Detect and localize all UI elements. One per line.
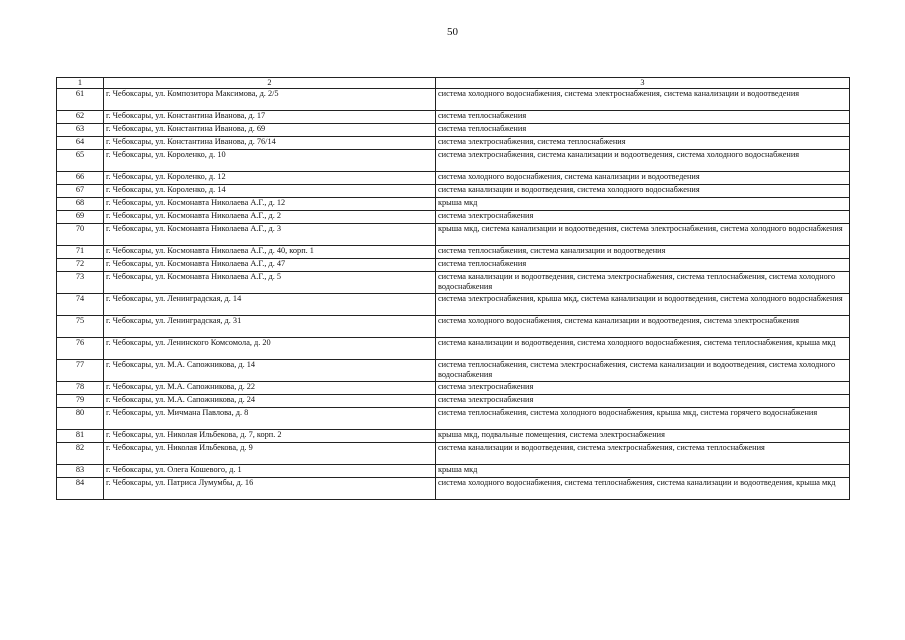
systems-cell: крыша мкд, система канализации и водоотведения, система электроснабжения, система холодного водоснабжения [436, 224, 850, 246]
column-header-number: 1 [57, 78, 104, 89]
row-number-cell: 72 [57, 259, 104, 272]
systems-cell: система холодного водоснабжения, система теплоснабжения, система канализации и водоотведения, крыша мкд [436, 478, 850, 500]
row-number-cell: 61 [57, 89, 104, 111]
systems-cell: система электроснабжения [436, 211, 850, 224]
systems-cell: крыша мкд [436, 465, 850, 478]
address-cell: г. Чебоксары, ул. Николая Ильбекова, д. 7, корп. 2 [104, 430, 436, 443]
row-number-cell: 79 [57, 395, 104, 408]
table-row [57, 124, 850, 137]
table-row [57, 408, 850, 430]
systems-cell: система теплоснабжения, система холодного водоснабжения, крыша мкд, система горячего водоснабжения [436, 408, 850, 430]
row-number-cell: 82 [57, 443, 104, 465]
systems-cell: система электроснабжения, система канализации и водоотведения, система холодного водоснабжения [436, 150, 850, 172]
systems-cell: система холодного водоснабжения, система канализации и водоотведения [436, 172, 850, 185]
registry-table [56, 77, 850, 500]
systems-cell: система канализации и водоотведения, система холодного водоснабжения, система теплоснабжения, крыша мкд [436, 338, 850, 360]
row-number-cell: 77 [57, 360, 104, 382]
address-cell: г. Чебоксары, ул. Константина Иванова, д. 69 [104, 124, 436, 137]
table-row [57, 443, 850, 465]
table-row [57, 211, 850, 224]
address-cell: г. Чебоксары, ул. Константина Иванова, д. 76/14 [104, 137, 436, 150]
address-cell: г. Чебоксары, ул. Ленинского Комсомола, д. 20 [104, 338, 436, 360]
row-number-cell: 76 [57, 338, 104, 360]
row-number-cell: 70 [57, 224, 104, 246]
address-cell: г. Чебоксары, ул. Короленко, д. 12 [104, 172, 436, 185]
table-row [57, 272, 850, 294]
table-row [57, 150, 850, 172]
row-number-cell: 71 [57, 246, 104, 259]
address-cell: г. Чебоксары, ул. Николая Ильбекова, д. 9 [104, 443, 436, 465]
table-row [57, 259, 850, 272]
row-number-cell: 80 [57, 408, 104, 430]
address-cell: г. Чебоксары, ул. Олега Кошевого, д. 1 [104, 465, 436, 478]
address-cell: г. Чебоксары, ул. Короленко, д. 10 [104, 150, 436, 172]
page-number: 50 [447, 26, 458, 38]
table-row [57, 430, 850, 443]
address-cell: г. Чебоксары, ул. Патриса Лумумбы, д. 16 [104, 478, 436, 500]
table-row [57, 395, 850, 408]
table-row [57, 294, 850, 316]
row-number-cell: 64 [57, 137, 104, 150]
systems-cell: крыша мкд, подвальные помещения, система электроснабжения [436, 430, 850, 443]
table-row [57, 137, 850, 150]
row-number-cell: 81 [57, 430, 104, 443]
row-number-cell: 68 [57, 198, 104, 211]
table-row [57, 478, 850, 500]
table-header-row [57, 78, 850, 89]
address-cell: г. Чебоксары, ул. Ленинградская, д. 14 [104, 294, 436, 316]
address-cell: г. Чебоксары, ул. Космонавта Николаева А.Г., д. 12 [104, 198, 436, 211]
systems-cell: система теплоснабжения [436, 259, 850, 272]
address-cell: г. Чебоксары, ул. Космонавта Николаева А.Г., д. 47 [104, 259, 436, 272]
systems-cell: система электроснабжения, крыша мкд, система канализации и водоотведения, система холодного водоснабжения [436, 294, 850, 316]
table-row [57, 360, 850, 382]
address-cell: г. Чебоксары, ул. М.А. Сапожникова, д. 14 [104, 360, 436, 382]
systems-cell: система теплоснабжения [436, 111, 850, 124]
address-cell: г. Чебоксары, ул. Космонавта Николаева А.Г., д. 2 [104, 211, 436, 224]
row-number-cell: 66 [57, 172, 104, 185]
row-number-cell: 67 [57, 185, 104, 198]
row-number-cell: 78 [57, 382, 104, 395]
table-row [57, 111, 850, 124]
row-number-cell: 84 [57, 478, 104, 500]
table-row [57, 89, 850, 111]
systems-cell: система холодного водоснабжения, система электроснабжения, система канализации и водоотведения [436, 89, 850, 111]
row-number-cell: 73 [57, 272, 104, 294]
table-row [57, 198, 850, 211]
table-row [57, 224, 850, 246]
column-header-address: 2 [104, 78, 436, 89]
address-cell: г. Чебоксары, ул. Короленко, д. 14 [104, 185, 436, 198]
address-cell: г. Чебоксары, ул. Константина Иванова, д. 17 [104, 111, 436, 124]
row-number-cell: 74 [57, 294, 104, 316]
address-cell: г. Чебоксары, ул. Композитора Максимова, д. 2/5 [104, 89, 436, 111]
systems-cell: система теплоснабжения, система канализации и водоотведения [436, 246, 850, 259]
table-row [57, 316, 850, 338]
address-cell: г. Чебоксары, ул. Ленинградская, д. 31 [104, 316, 436, 338]
table-row [57, 465, 850, 478]
address-cell: г. Чебоксары, ул. Космонавта Николаева А.Г., д. 5 [104, 272, 436, 294]
systems-cell: система канализации и водоотведения, система электроснабжения, система теплоснабжения, система холодного водоснабжения [436, 272, 850, 294]
row-number-cell: 62 [57, 111, 104, 124]
row-number-cell: 75 [57, 316, 104, 338]
systems-cell: система канализации и водоотведения, система холодного водоснабжения [436, 185, 850, 198]
systems-cell: система теплоснабжения, система электроснабжения, система канализации и водоотведения, система холодного водоснабжения [436, 360, 850, 382]
address-cell: г. Чебоксары, ул. Мичмана Павлова, д. 8 [104, 408, 436, 430]
row-number-cell: 65 [57, 150, 104, 172]
systems-cell: система канализации и водоотведения, система электроснабжения, система теплоснабжения [436, 443, 850, 465]
table-row [57, 172, 850, 185]
systems-cell: система электроснабжения, система теплоснабжения [436, 137, 850, 150]
systems-cell: система холодного водоснабжения, система канализации и водоотведения, система электроснабжения [436, 316, 850, 338]
address-cell: г. Чебоксары, ул. Космонавта Николаева А.Г., д. 3 [104, 224, 436, 246]
row-number-cell: 63 [57, 124, 104, 137]
systems-cell: система электроснабжения [436, 382, 850, 395]
address-cell: г. Чебоксары, ул. М.А. Сапожникова, д. 24 [104, 395, 436, 408]
row-number-cell: 83 [57, 465, 104, 478]
table-row [57, 338, 850, 360]
column-header-systems: 3 [436, 78, 850, 89]
table-row [57, 382, 850, 395]
systems-cell: система теплоснабжения [436, 124, 850, 137]
table-row [57, 185, 850, 198]
table-row [57, 246, 850, 259]
systems-cell: крыша мкд [436, 198, 850, 211]
systems-cell: система электроснабжения [436, 395, 850, 408]
address-cell: г. Чебоксары, ул. Космонавта Николаева А.Г., д. 40, корп. 1 [104, 246, 436, 259]
row-number-cell: 69 [57, 211, 104, 224]
address-cell: г. Чебоксары, ул. М.А. Сапожникова, д. 22 [104, 382, 436, 395]
